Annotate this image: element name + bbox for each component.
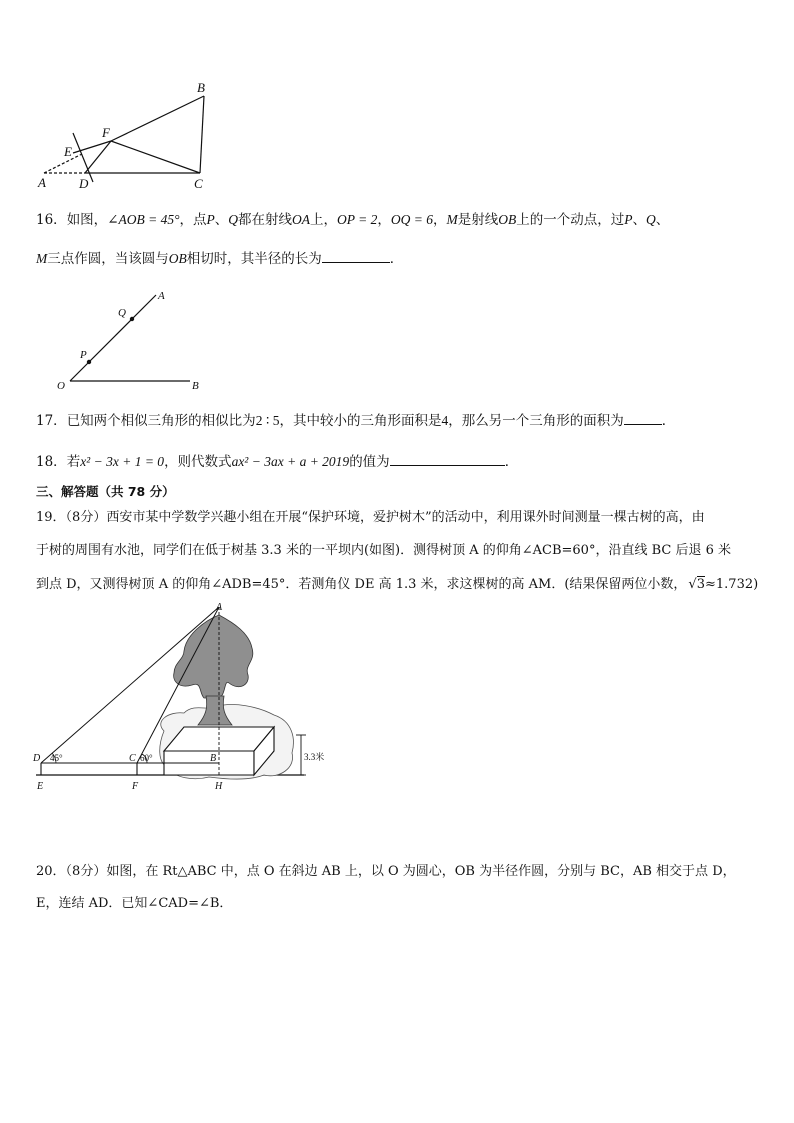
answer-blank [322,248,390,263]
label-a: A [216,602,223,613]
label-b: B [197,80,205,95]
text: ，其中较小的三角形面积是 [279,413,442,429]
math: P [206,212,215,227]
dashed-ae [44,154,82,173]
text: 的值为 [349,454,390,470]
math: OB [168,251,187,266]
label-b: B [192,380,199,392]
label-d: D [33,753,41,764]
text: 已知两个相似三角形的相似比为 [66,413,256,429]
tree-crown [174,615,253,698]
text: 相切时，其半径的长为 [186,251,322,267]
question-number: 18． [36,454,67,470]
figure-q16 [50,288,210,393]
math: OA [292,212,310,227]
label-a: A [158,290,165,302]
text: ≈1.732) [705,577,759,592]
answer-blank [624,410,662,425]
text: 若 [66,454,81,470]
text: ． [661,413,676,429]
math: OP = 2 [337,212,378,227]
label-b: B [210,753,217,764]
label-o: O [57,380,65,392]
segment-fb [111,96,204,141]
text: 上的一个动点，过 [516,212,625,228]
text: ，那么另一个三角形的面积为 [448,413,624,429]
text: ， [377,212,391,228]
label-f: F [132,781,139,792]
math: M [36,251,48,266]
label-c: C [129,753,136,764]
q20-line-1: 20．（8分）如图，在 Rt△ABC 中，点 O 在斜边 AB 上，以 O 为圆心，OB 为半径作圆，分别与 BC，AB 相交于点 D， [36,864,736,879]
figure-q19 [34,603,334,798]
label-h: H [215,781,223,792]
q19-line-2: 于树的周围有水池，同学们在低于树基 3.3 米的一平坝内(如图)．测得树顶 A 的仰角∠ACB=60°，沿直线 BC 后退 6 米 [36,543,731,558]
point-p [87,360,91,364]
text: ． [389,251,404,267]
label-q: Q [118,307,126,319]
q16-line-1 [36,210,669,230]
angle-60-label: 60° [140,753,153,763]
ray-oa [70,295,156,381]
q16-line-2 [36,248,403,269]
text: 如图， [66,212,108,228]
height-label: 3.3米 [304,752,325,762]
segment-fd [85,141,111,173]
sqrt-symbol: √ [688,577,697,592]
text: ． [504,454,519,470]
segment-fc [111,141,200,173]
sqrt-radicand: 3 [696,577,705,592]
q17-line [36,410,675,431]
text: ， [432,212,447,228]
label-d: D [79,176,89,191]
section-title: 三、解答题（共 78 分） [36,484,175,499]
math: M [446,212,458,227]
label-e: E [37,781,44,792]
math: Q [228,212,238,227]
text: 三点作圆，当该圆与 [47,251,169,267]
math: ax² − 3ax + a + 2019 [231,454,350,469]
math: ∠AOB = 45° [107,212,180,227]
label-a: A [38,175,46,190]
q19-line-3 [36,575,758,595]
question-number: 17． [36,413,67,429]
q19-line-1: 19．（8分）西安市某中学数学兴趣小组在开展“保护环境，爱护树木”的活动中，利用课外时间测量一棵古树的高，由 [36,510,705,525]
math: x² − 3x + 1 = 0 [80,454,165,469]
text: 、 [655,212,670,228]
q20-line-2: E，连结 AD．已知∠CAD=∠B． [36,896,233,911]
label-e: E [64,144,72,159]
text: 到点 D，又测得树顶 A 的仰角∠ADB=45°．若测角仪 DE 高 1.3 米，求这棵树的高 AM．(结果保留两位小数， [36,577,687,592]
text: 是射线 [457,212,499,228]
text: 、 [214,212,229,228]
text: ，则代数式 [164,454,232,470]
math: OB [498,212,517,227]
q18-line [36,451,518,472]
point-q [130,317,134,321]
answer-blank [390,451,505,466]
figure-q15 [30,78,220,196]
text: 、 [632,212,646,228]
question-number: 16． [36,212,67,228]
label-c: C [194,176,203,191]
text: ，点 [179,212,207,228]
math: Q [645,212,656,227]
segment-bc [200,96,204,173]
label-p: P [80,349,87,361]
text: 都在射线 [238,212,292,228]
label-m: M [210,727,219,738]
math: 4 [441,413,449,428]
math: 2 ∶ 5 [255,413,280,428]
label-f: F [102,125,110,140]
angle-45-label: 45° [50,753,63,763]
text: 上， [310,212,337,228]
math: P [624,212,633,227]
math: OQ = 6 [390,212,433,227]
